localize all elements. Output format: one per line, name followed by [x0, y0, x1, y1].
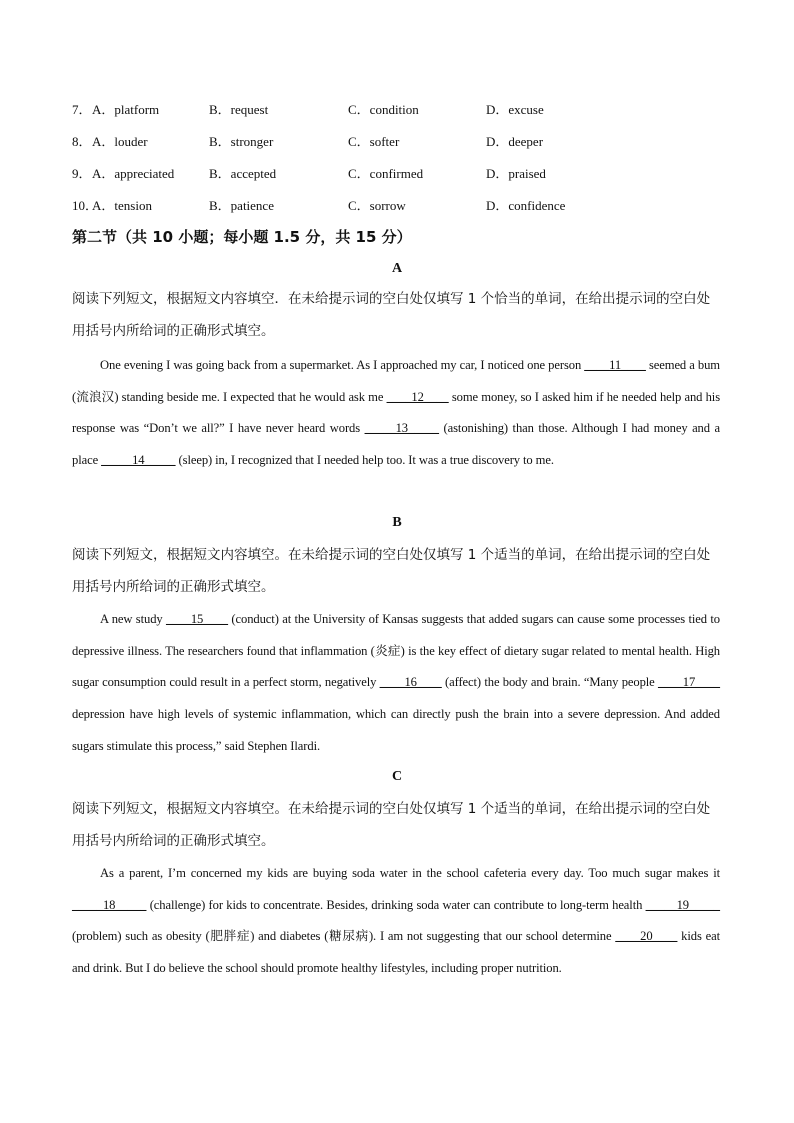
passage-text: (problem) such as obesity (肥胖症) and diabetes (糖尿病). I am not suggesting that our school determine — [72, 929, 616, 944]
blank-17: ____17____ — [658, 675, 720, 690]
passage-text: seemed a bum (流浪汉) standing beside me. I expected that he would ask me — [72, 358, 721, 404]
passage-text: One evening I was going back from a supermarket. As I approached my car, I noticed one person — [100, 358, 585, 372]
option-a: A．appreciated — [92, 166, 175, 181]
passage-text: A new study — [100, 612, 167, 626]
option-c: C．softer — [348, 134, 400, 149]
passage-b-title: B — [392, 515, 402, 530]
question-number: 8． — [72, 134, 92, 149]
passage-text: (conduct) at the University of Kansas suggests that added sugars can cause some processes tied to depressive illness. The researchers found that inflammation (炎症) is the key effect of dietary sugar related to mental health. High sugar consumption could result in a perfect storm, negatively — [72, 612, 721, 690]
passage-text: (challenge) for kids to concentrate. Besides, drinking soda water can contribute to long-term health — [146, 897, 646, 912]
blank-14: _____14_____ — [101, 453, 176, 468]
passage-text: (affect) the body and brain. “Many people — [441, 675, 658, 690]
option-c: C．confirmed — [348, 166, 424, 181]
option-b: B．patience — [209, 198, 274, 213]
option-d: D．praised — [486, 166, 546, 181]
option-c: C．condition — [348, 102, 419, 117]
passage-a-instruction: 阅读下列短文，根据短文内容填空．在未给提示词的空白处仅填写 1 个恰当的单词，在给出提示词的空白处用括号内所给词的正确形式填空。 — [72, 291, 711, 339]
blank-16: ____16____ — [379, 675, 442, 690]
passage-text: As a parent, I’m concerned my kids are buying soda water in the school cafeteria every day. Too much sugar makes it — [100, 866, 720, 880]
question-number: 10． — [72, 198, 99, 213]
option-d: D．deeper — [486, 134, 544, 149]
passage-c-text — [72, 858, 720, 985]
option-d: D．confidence — [486, 198, 566, 213]
blank-12: ____12____ — [386, 389, 449, 404]
option-b: B．accepted — [209, 166, 277, 181]
passage-text: kids eat and drink. But I do believe the school should promote healthy lifestyles, including proper nutrition. — [72, 929, 720, 976]
passage-c-instruction: 阅读下列短文，根据短文内容填空。在未给提示词的空白处仅填写 1 个适当的单词，在给出提示词的空白处用括号内所给词的正确形式填空。 — [72, 801, 711, 849]
passage-b-instruction: 阅读下列短文，根据短文内容填空。在未给提示词的空白处仅填写 1 个适当的单词，在给出提示词的空白处用括号内所给词的正确形式填空。 — [72, 547, 711, 595]
passage-text: (astonishing) than those. Although I had money and a place — [72, 421, 720, 468]
option-a: A．tension — [92, 198, 152, 213]
passage-text: (sleep) in, I recognized that I needed help too. It was a true discovery to me. — [175, 453, 554, 468]
option-b: B．stronger — [209, 134, 274, 149]
passage-a-title: A — [391, 261, 403, 276]
section-heading: 第二节（共 10 小题；每小题 1.5 分，共 15 分） — [72, 228, 412, 246]
passage-c-title: C — [391, 769, 403, 784]
blank-11: ____11____ — [584, 358, 646, 372]
option-d: D．excuse — [486, 102, 544, 117]
blank-19: _____19_____ — [645, 897, 720, 912]
blank-18: _____18_____ — [72, 897, 147, 912]
blank-13: _____13_____ — [364, 421, 439, 436]
passage-a-text — [72, 350, 720, 477]
question-number: 7． — [72, 102, 92, 117]
question-number: 9． — [72, 166, 92, 181]
passage-b-text — [72, 604, 720, 763]
option-a: A．louder — [92, 134, 148, 149]
blank-15: ____15____ — [166, 612, 229, 626]
blank-20: ____20____ — [615, 929, 678, 944]
passage-text: depression have high levels of systemic inflammation, which can directly push the brain into a severe depression. And added sugars stimulate this process,” said Stephen Ilardi. — [72, 707, 720, 753]
passage-text: some money, so I asked him if he needed help and his response was “Don’t we all?” I have never heard words — [72, 389, 720, 436]
option-b: B．request — [209, 102, 269, 117]
option-a: A．platform — [92, 102, 160, 117]
option-c: C．sorrow — [348, 198, 406, 213]
